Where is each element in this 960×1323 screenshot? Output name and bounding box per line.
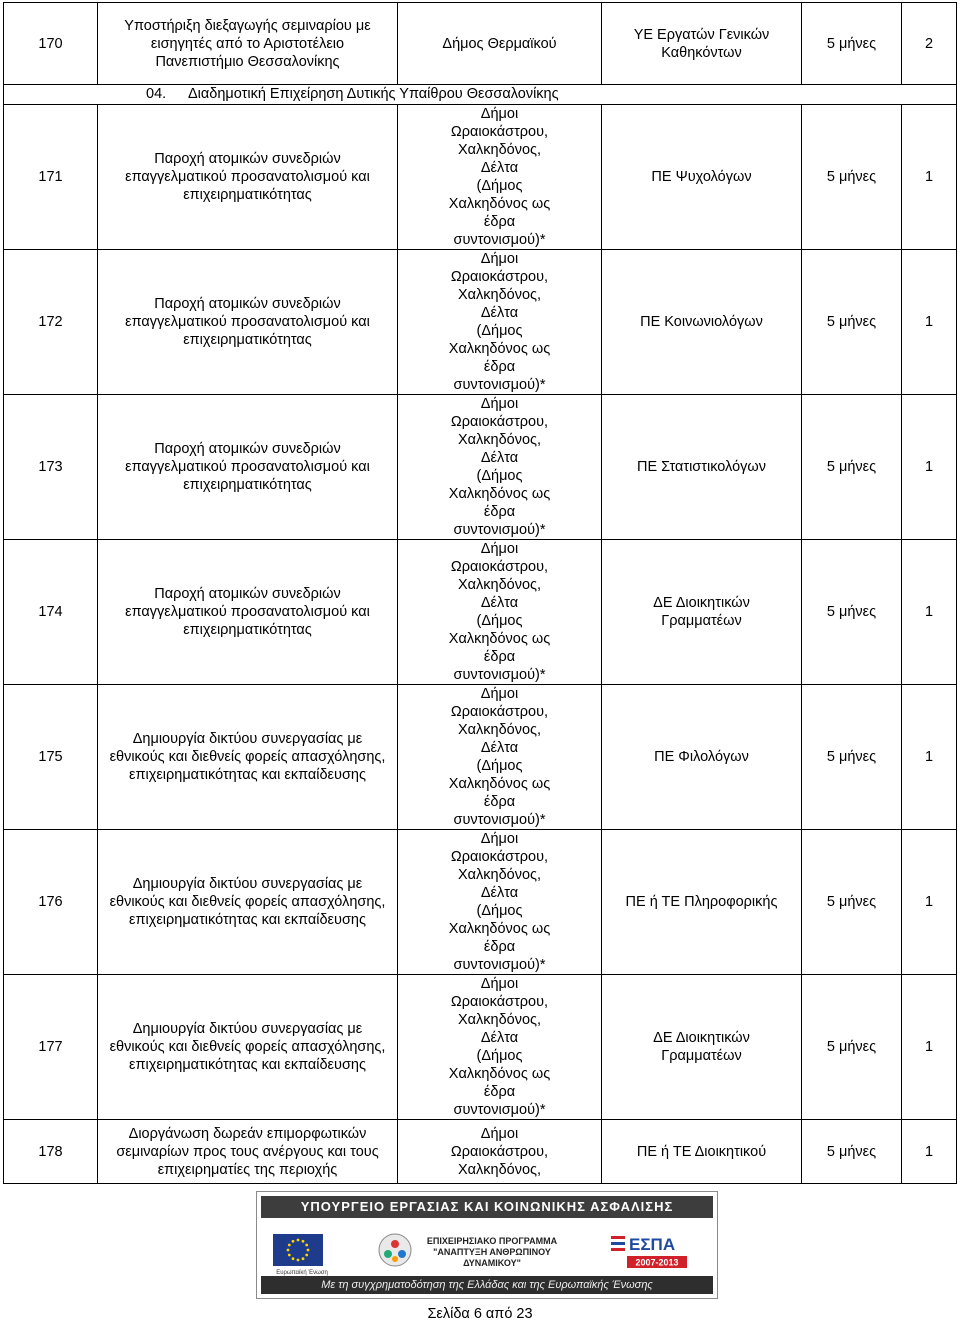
specialty-cell [602, 105, 802, 250]
description-line: Παροχή ατομικών συνεδριών [154, 296, 341, 312]
positions-count-cell: 1 [902, 1120, 957, 1184]
municipality-line: συντονισμού)* [453, 232, 546, 248]
specialty-cell [602, 975, 802, 1120]
description-cell [98, 250, 398, 395]
municipality-line: Χαλκηδόνος ως [448, 341, 551, 357]
description-line: Δημιουργία δικτύου συνεργασίας με [132, 876, 363, 892]
duration-cell: 5 μήνες [802, 685, 902, 830]
espa-logo [609, 1232, 701, 1278]
description-line: επιχειρηματικότητας [183, 477, 312, 493]
operational-program-emblem-icon [377, 1232, 413, 1268]
description-line: Πανεπιστήμιο Θεσσαλονίκης [155, 53, 340, 70]
row-number-cell: 170 [4, 3, 98, 85]
duration-cell: 5 μήνες [802, 830, 902, 975]
municipality-line: Χαλκηδόνος ως [448, 486, 551, 502]
municipality-line: Δέλτα [480, 740, 519, 756]
row-number-cell: 171 [4, 105, 98, 250]
municipality-line: Δήμοι [480, 686, 519, 702]
positions-count-cell: 1 [902, 975, 957, 1120]
description-line: Δημιουργία δικτύου συνεργασίας με [132, 1021, 363, 1037]
description-cell [98, 685, 398, 830]
municipality-line: συντονισμού)* [453, 522, 546, 538]
table-row [4, 395, 957, 540]
row-number-cell: 176 [4, 830, 98, 975]
municipality-line: (Δήμος [476, 1048, 523, 1064]
municipality-line: συντονισμού)* [453, 1102, 546, 1118]
municipality-line: Ωραιοκάστρου, [450, 994, 549, 1010]
description-cell [98, 1120, 398, 1184]
specialty-line: ΠΕ Κοινωνιολόγων [640, 314, 763, 330]
description-line: Δημιουργία δικτύου συνεργασίας με [132, 731, 363, 747]
description-line: σεμιναρίων προς τους ανέργους και τους [116, 1143, 379, 1160]
municipality-line: Δήμοι [480, 251, 519, 267]
duration-cell: 5 μήνες [802, 975, 902, 1120]
row-number-cell: 175 [4, 685, 98, 830]
municipality-cell [398, 1120, 602, 1184]
municipality-line: Ωραιοκάστρου, [450, 1143, 549, 1160]
municipality-cell [398, 3, 602, 85]
specialty-line: Γραμματέων [661, 1048, 742, 1064]
municipality-line: (Δήμος [476, 758, 523, 774]
municipality-line: έδρα [483, 939, 516, 955]
cofinance-band: Με τη συγχρηματοδότηση της Ελλάδας και της Ευρωπαϊκής Ένωσης [261, 1276, 713, 1294]
description-cell [98, 3, 398, 85]
duration-cell: 5 μήνες [802, 540, 902, 685]
municipality-line: Δέλτα [480, 1030, 519, 1046]
municipality-line: (Δήμος [476, 903, 523, 919]
municipality-cell [398, 975, 602, 1120]
description-line: εισηγητές από το Αριστοτέλειο [150, 35, 345, 52]
description-line: επιχειρηματικότητας και εκπαίδευσης [129, 912, 366, 928]
municipality-line: έδρα [483, 214, 516, 230]
cofinancing-logo-banner [256, 1191, 718, 1299]
table-row [4, 250, 957, 395]
description-line: Υποστήριξη διεξαγωγής σεμιναρίου με [124, 17, 371, 34]
description-cell [98, 395, 398, 540]
description-cell [98, 975, 398, 1120]
positions-count-cell: 1 [902, 105, 957, 250]
description-line: επιχειρηματικότητας και εκπαίδευσης [129, 1057, 366, 1073]
duration-cell: 5 μήνες [802, 105, 902, 250]
specialty-line: ΥΕ Εργατών Γενικών [633, 26, 770, 43]
table-row [4, 540, 957, 685]
municipality-line: Χαλκηδόνος ως [448, 1066, 551, 1082]
municipality-line: έδρα [483, 794, 516, 810]
description-cell [98, 105, 398, 250]
municipality-line: Χαλκηδόνος, [457, 1012, 542, 1028]
description-line: Παροχή ατομικών συνεδριών [154, 586, 341, 602]
row-number-cell: 177 [4, 975, 98, 1120]
municipality-cell [398, 685, 602, 830]
municipality-line: Χαλκηδόνος ως [448, 776, 551, 792]
municipality-line: Δήμοι [480, 976, 519, 992]
description-line: Παροχή ατομικών συνεδριών [154, 441, 341, 457]
eu-caption: Ευρωπαϊκή Ένωση [276, 1270, 328, 1276]
municipality-line: Δέλτα [480, 450, 519, 466]
municipality-line: έδρα [483, 1084, 516, 1100]
description-cell [98, 540, 398, 685]
table-row [4, 685, 957, 830]
municipality-line: συντονισμού)* [453, 667, 546, 683]
specialty-cell [602, 830, 802, 975]
positions-table [3, 2, 957, 1184]
specialty-line: ΔΕ Διοικητικών [653, 1030, 750, 1046]
specialty-cell [602, 395, 802, 540]
specialty-line: ΔΕ Διοικητικών [653, 595, 750, 611]
description-line: επιχειρηματικότητας [183, 187, 312, 203]
municipality-line: Χαλκηδόνος, [457, 722, 542, 738]
description-line: επαγγελματικού προσανατολισμού και [125, 169, 370, 185]
duration-cell: 5 μήνες [802, 250, 902, 395]
municipality-line: Ωραιοκάστρου, [450, 849, 549, 865]
specialty-cell [602, 685, 802, 830]
municipality-line: έδρα [483, 649, 516, 665]
municipality-line: συντονισμού)* [453, 957, 546, 973]
municipality-line: (Δήμος [476, 323, 523, 339]
specialty-line: ΠΕ Φιλολόγων [654, 749, 749, 765]
description-line: Παροχή ατομικών συνεδριών [154, 151, 341, 167]
municipality-line: Δέλτα [480, 305, 519, 321]
espa-name: ΕΣΠΑ [629, 1235, 676, 1254]
table-row [4, 3, 957, 85]
municipality-cell [398, 830, 602, 975]
operational-program-text: ΕΠΙΧΕΙΡΗΣΙΑΚΟ ΠΡΟΓΡΑΜΜΑ "ΑΝΑΠΤΥΞΗ ΑΝΘΡΩΠΙΝΟΥ ΔΥΝΑΜΙΚΟΥ" [426, 1236, 558, 1268]
table-row [4, 105, 957, 250]
row-number-cell: 172 [4, 250, 98, 395]
municipality-line: Χαλκηδόνος ως [448, 196, 551, 212]
municipality-cell [398, 395, 602, 540]
municipality-line: Δήμοι [480, 831, 519, 847]
municipality-line: Χαλκηδόνος, [457, 577, 542, 593]
table-row [4, 830, 957, 975]
specialty-cell [602, 3, 802, 85]
municipality-line: Χαλκηδόνος, [457, 142, 542, 158]
municipality-line: συντονισμού)* [453, 377, 546, 393]
municipality-line: Δέλτα [480, 160, 519, 176]
duration-cell: 5 μήνες [802, 1120, 902, 1184]
municipality-line: Ωραιοκάστρου, [450, 124, 549, 140]
section-title: Διαδημοτική Επιχείρηση Δυτικής Υπαίθρου Θεσσαλονίκης [188, 86, 559, 102]
municipality-line: συντονισμού)* [453, 812, 546, 828]
description-line: επαγγελματικού προσανατολισμού και [125, 459, 370, 475]
description-line: επιχειρηματικότητας [183, 622, 312, 638]
municipality-line: Δέλτα [480, 595, 519, 611]
positions-count-cell: 1 [902, 250, 957, 395]
municipality-line: (Δήμος [476, 178, 523, 194]
positions-count-cell: 1 [902, 685, 957, 830]
description-cell [98, 830, 398, 975]
row-number-cell: 174 [4, 540, 98, 685]
description-line: επαγγελματικού προσανατολισμού και [125, 604, 370, 620]
specialty-line: Γραμματέων [661, 613, 742, 629]
table-row [4, 975, 957, 1120]
specialty-line: ΠΕ Στατιστικολόγων [637, 459, 766, 475]
specialty-cell [602, 540, 802, 685]
specialty-cell [602, 250, 802, 395]
description-line: επιχειρηματικότητας [183, 332, 312, 348]
municipality-line: Χαλκηδόνος ως [448, 921, 551, 937]
specialty-line: Καθηκόντων [661, 44, 742, 61]
positions-count-cell: 2 [902, 3, 957, 85]
municipality-line: Ωραιοκάστρου, [450, 269, 549, 285]
description-line: επιχειρηματίες της περιοχής [157, 1161, 338, 1178]
eu-flag-icon [273, 1234, 323, 1266]
table-row [4, 1120, 957, 1184]
municipality-line: Δήμοι [480, 541, 519, 557]
municipality-line: Ωραιοκάστρου, [450, 704, 549, 720]
municipality-line: Δήμος Θερμαϊκού [442, 35, 557, 52]
municipality-line: Ωραιοκάστρου, [450, 414, 549, 430]
page-number: Σελίδα 6 από 23 [427, 1306, 533, 1322]
municipality-line: έδρα [483, 504, 516, 520]
positions-count-cell: 1 [902, 395, 957, 540]
municipality-line: Δέλτα [480, 885, 519, 901]
description-line: Διοργάνωση δωρεάν επιμορφωτικών [128, 1125, 367, 1142]
municipality-cell [398, 540, 602, 685]
municipality-line: Χαλκηδόνος, [457, 287, 542, 303]
duration-cell: 5 μήνες [802, 3, 902, 85]
specialty-line: ΠΕ Ψυχολόγων [651, 169, 752, 185]
municipality-line: Χαλκηδόνος, [457, 867, 542, 883]
description-line: επιχειρηματικότητας και εκπαίδευσης [129, 767, 366, 783]
duration-cell: 5 μήνες [802, 395, 902, 540]
row-number-cell: 173 [4, 395, 98, 540]
description-line: επαγγελματικού προσανατολισμού και [125, 314, 370, 330]
positions-count-cell: 1 [902, 540, 957, 685]
specialty-cell [602, 1120, 802, 1184]
section-header-row [4, 85, 957, 105]
positions-count-cell: 1 [902, 830, 957, 975]
municipality-line: Χαλκηδόνος, [457, 1161, 542, 1178]
municipality-line: Δήμοι [480, 106, 519, 122]
description-line: εθνικούς και διεθνείς φορείς απασχόλησης, [109, 894, 386, 910]
municipality-line: Δήμοι [480, 396, 519, 412]
municipality-cell [398, 250, 602, 395]
specialty-line: ΠΕ ή ΤΕ Διοικητικού [636, 1143, 767, 1160]
section-number: 04. [146, 86, 167, 102]
municipality-line: Χαλκηδόνος ως [448, 631, 551, 647]
espa-years: 2007-2013 [635, 1257, 679, 1268]
municipality-cell [398, 105, 602, 250]
specialty-line: ΠΕ ή ΤΕ Πληροφορικής [625, 894, 778, 910]
description-line: εθνικούς και διεθνείς φορείς απασχόλησης, [109, 749, 386, 765]
ministry-band: ΥΠΟΥΡΓΕΙΟ ΕΡΓΑΣΙΑΣ ΚΑΙ ΚΟΙΝΩΝΙΚΗΣ ΑΣΦΑΛΙΣΗΣ [261, 1196, 713, 1218]
municipality-line: (Δήμος [476, 613, 523, 629]
municipality-line: έδρα [483, 359, 516, 375]
description-line: εθνικούς και διεθνείς φορείς απασχόλησης, [109, 1039, 386, 1055]
municipality-line: Ωραιοκάστρου, [450, 559, 549, 575]
row-number-cell: 178 [4, 1120, 98, 1184]
municipality-line: (Δήμος [476, 468, 523, 484]
municipality-line: Χαλκηδόνος, [457, 432, 542, 448]
municipality-line: Δήμοι [480, 1125, 519, 1142]
